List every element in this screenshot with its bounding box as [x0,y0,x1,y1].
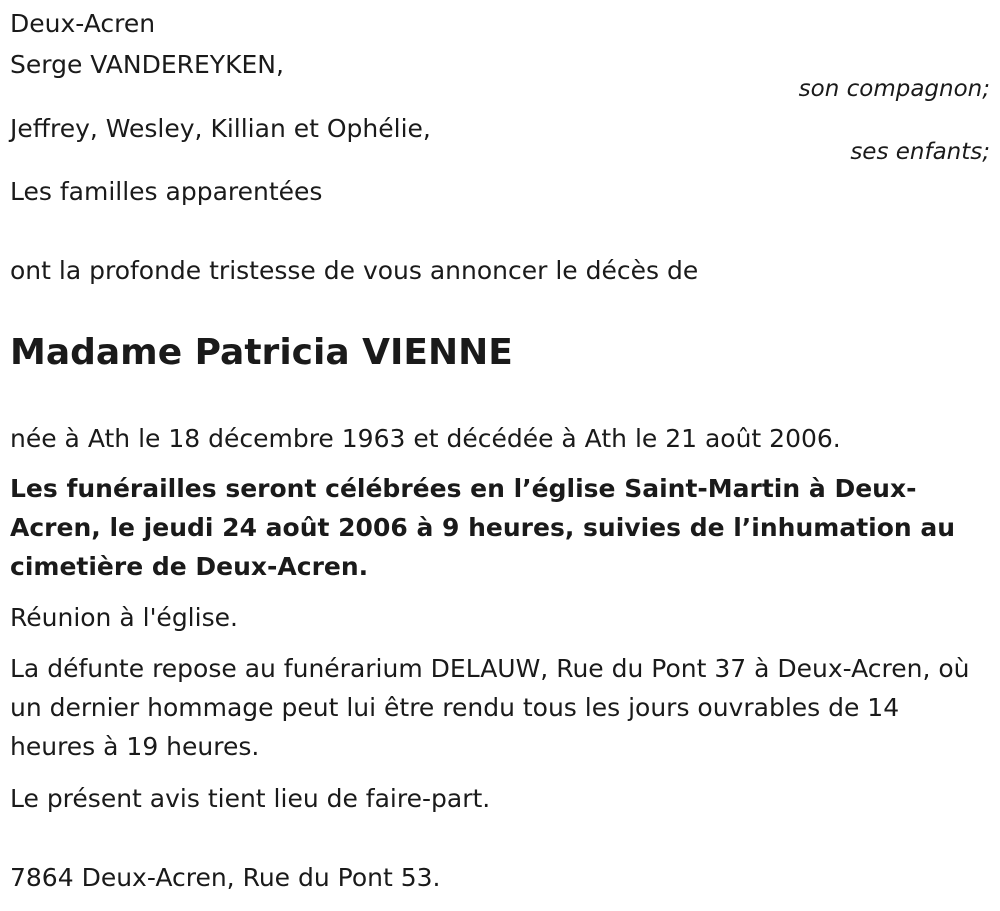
announcement-line: ont la profonde tristesse de vous annoncer le décès de [10,256,699,285]
address-line: 7864 Deux-Acren, Rue du Pont 53. [10,863,441,892]
obituary-notice [10,0,990,911]
visitation-details: La défunte repose au funérarium DELAUW, Rue du Pont 37 à Deux-Acren, où un dernier hommage peut lui être rendu tous les jours ouvrables de 14 heures à 19 heures. [10,654,970,761]
notice-statement: Le présent avis tient lieu de faire-part. [10,784,491,813]
children-role: ses enfants; [850,139,990,165]
companion-role: son compagnon; [798,76,990,102]
children-names: Jeffrey, Wesley, Killian et Ophélie, [10,114,431,143]
families-line: Les familles apparentées [10,177,323,206]
birth-death-line: née à Ath le 18 décembre 1963 et décédée à Ath le 21 août 2006. [10,424,841,453]
funeral-details: Les funérailles seront célébrées en l’église Saint-Martin à Deux-Acren, le jeudi 24 août 2006 à 9 heures, suivies de l’inhumation au cimetière de Deux-Acren. [10,474,956,581]
deceased-name: Madame Patricia VIENNE [10,332,513,373]
companion-name: Serge VANDEREYKEN, [10,50,284,79]
meeting-line: Réunion à l'église. [10,603,238,632]
place-line: Deux-Acren [10,9,156,38]
